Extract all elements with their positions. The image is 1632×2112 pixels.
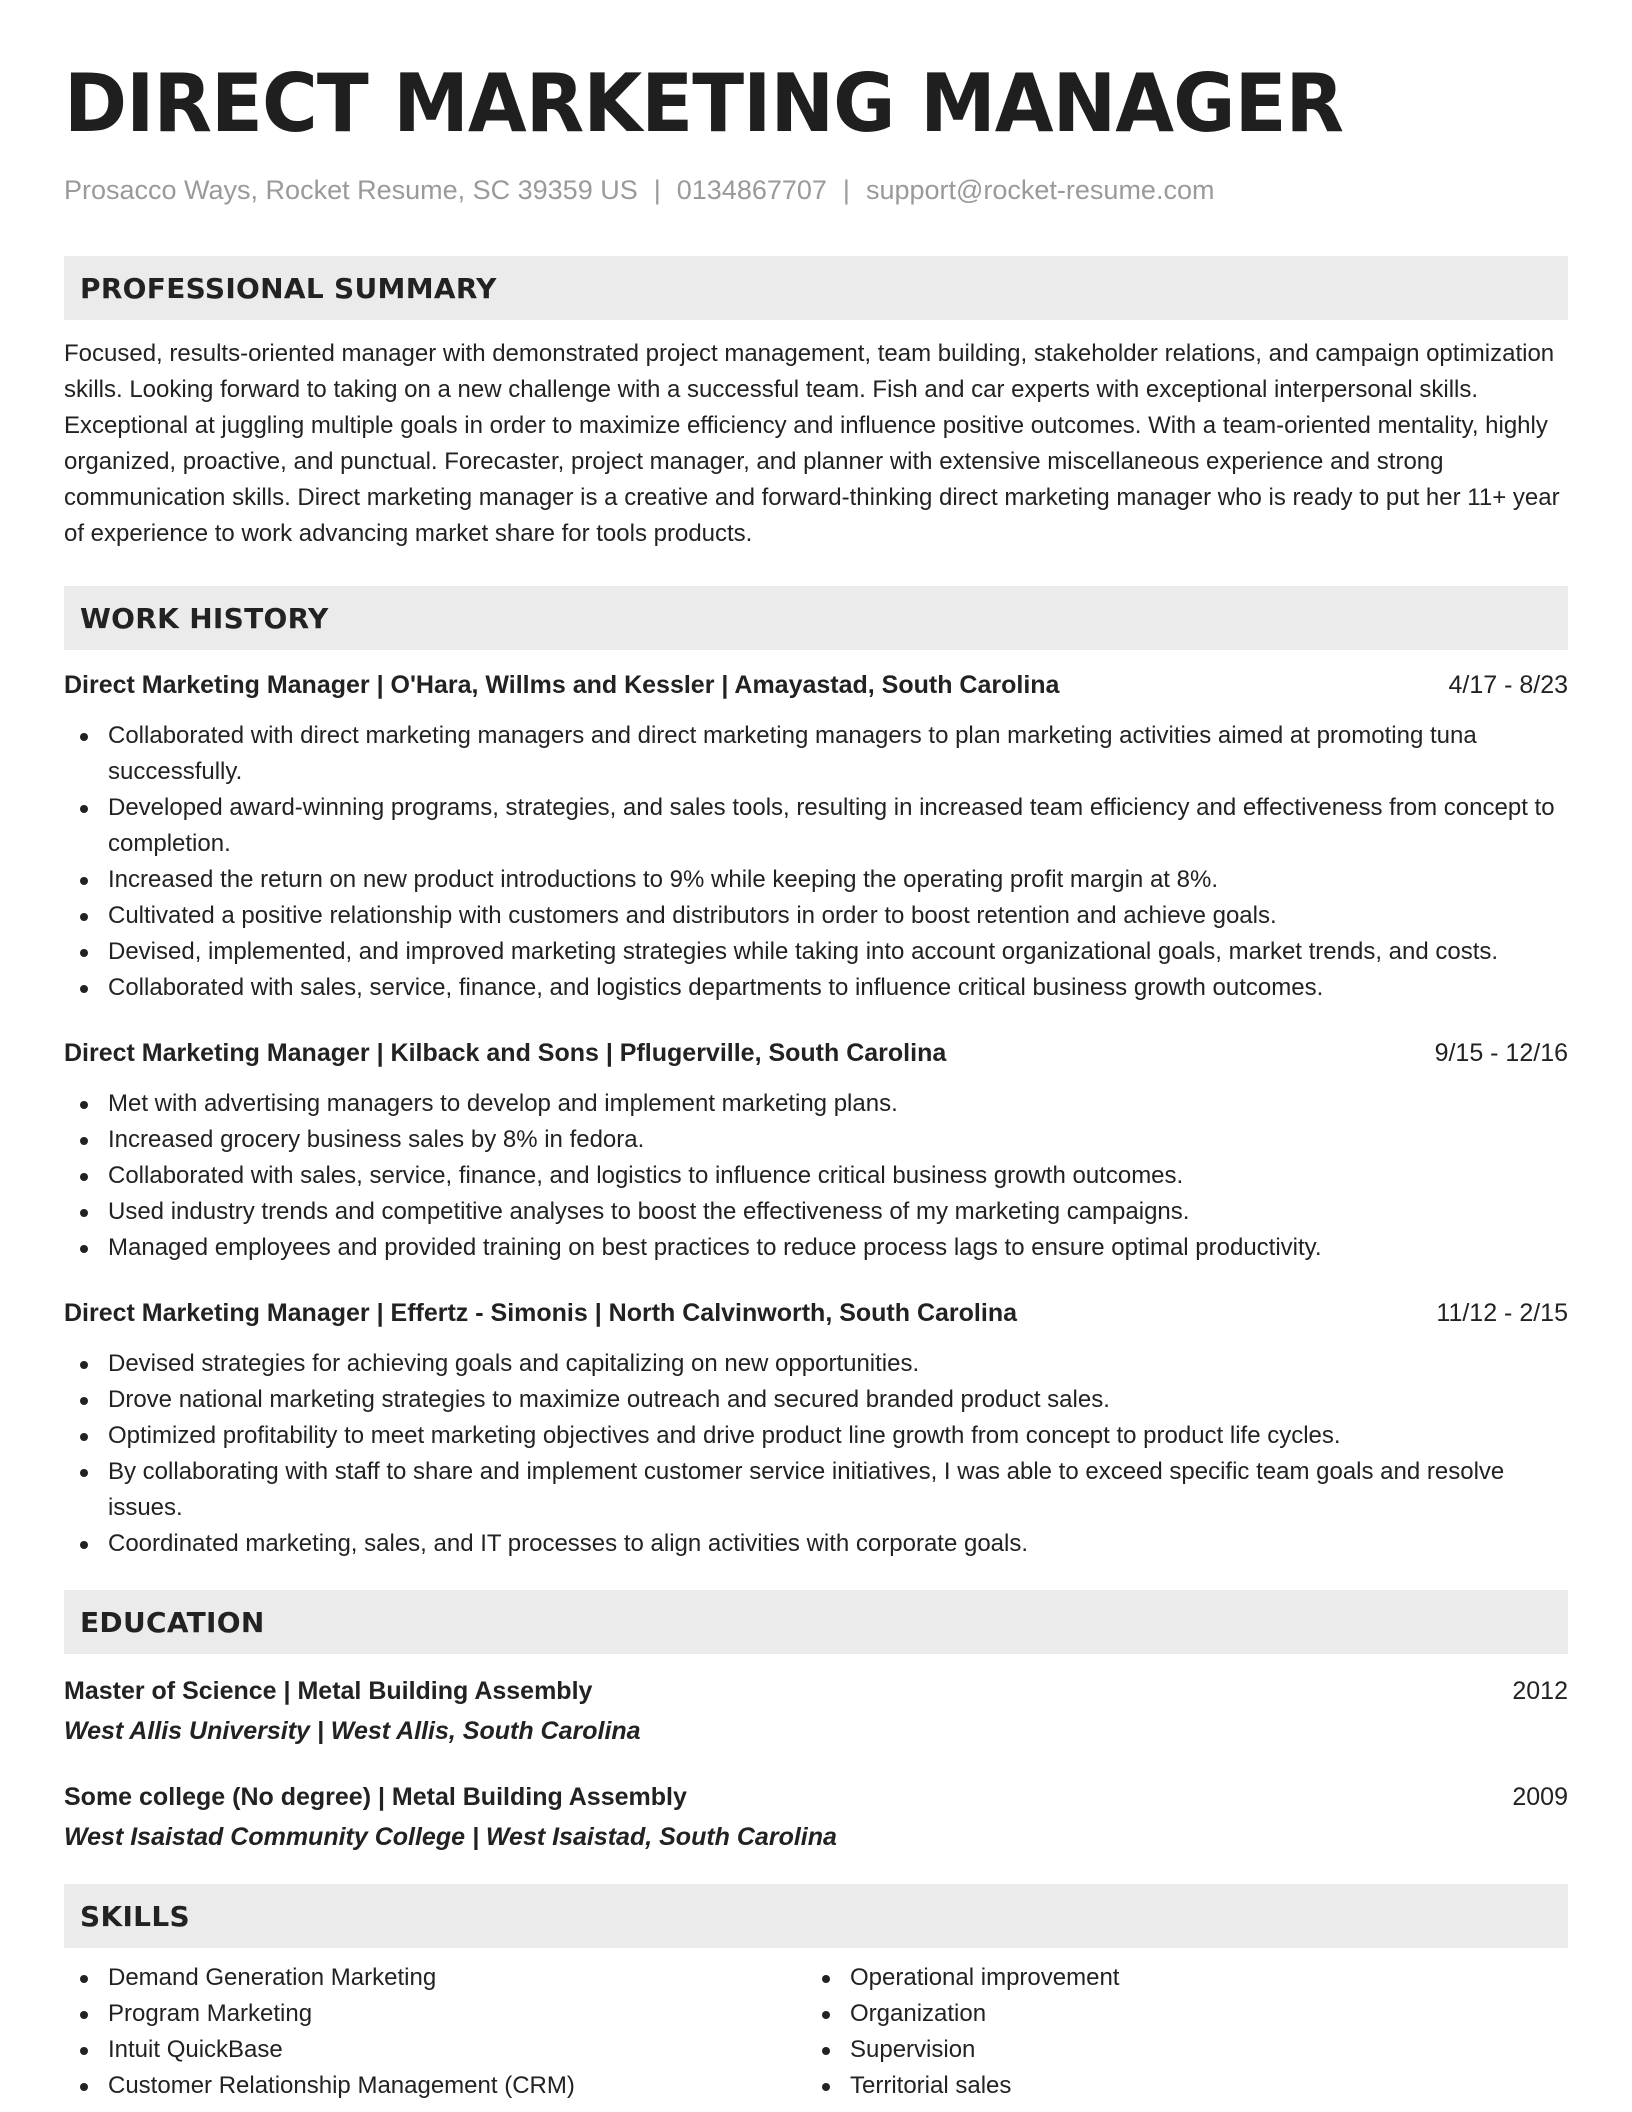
resume-name-heading: DIRECT MARKETING MANAGER (64, 57, 1344, 150)
contact-line (64, 174, 1568, 206)
contact-separator: | (653, 175, 661, 205)
job-bullet-list (64, 1346, 1568, 1562)
job-bullet: Devised, implemented, and improved marketing strategies while taking into account organizational goals, market trends, and costs. (64, 934, 1568, 970)
contact-phone: 0134867707 (676, 175, 827, 205)
summary-section-header (64, 256, 1568, 320)
skill-item: Organization (806, 1996, 1548, 2032)
education-year: 2009 (1512, 1783, 1568, 1811)
skill-item: Intuit QuickBase (64, 2032, 806, 2068)
resume-page (64, 0, 1568, 2104)
skills-section-header (64, 1884, 1568, 1948)
job-header (64, 668, 1568, 702)
skills-list-right (806, 1960, 1548, 2104)
education-degree: Some college (No degree) | Metal Building Assembly (64, 1783, 687, 1811)
skill-item: Territorial sales (806, 2068, 1548, 2104)
contact-separator: | (842, 175, 850, 205)
skill-item: Customer Relationship Management (CRM) (64, 2068, 806, 2104)
education-entry (64, 1780, 1568, 1854)
job-title: Direct Marketing Manager | Effertz - Simonis | North Calvinworth, South Carolina (64, 1299, 1017, 1327)
job-entry (64, 1296, 1568, 1562)
summary-heading: PROFESSIONAL SUMMARY (80, 271, 497, 305)
skills-heading: SKILLS (80, 1899, 190, 1933)
job-bullet: Used industry trends and competitive analyses to boost the effectiveness of my marketing campaigns. (64, 1194, 1568, 1230)
job-bullet: Developed award-winning programs, strategies, and sales tools, resulting in increased team efficiency and effectiveness from concept to completion. (64, 790, 1568, 862)
job-bullet-list (64, 1086, 1568, 1266)
skills-columns (64, 1960, 1568, 2104)
job-dates: 11/12 - 2/15 (1436, 1299, 1568, 1327)
education-school: West Isaistad Community College | West Isaistad, South Carolina (64, 1823, 837, 1851)
education-header (64, 1674, 1568, 1708)
job-bullet: Optimized profitability to meet marketing objectives and drive product line growth from concept to product life cycles. (64, 1418, 1568, 1454)
job-bullet: Increased grocery business sales by 8% in fedora. (64, 1122, 1568, 1158)
education-heading: EDUCATION (80, 1605, 265, 1639)
skill-item: Program Marketing (64, 1996, 806, 2032)
education-header (64, 1780, 1568, 1814)
skill-item: Demand Generation Marketing (64, 1960, 806, 1996)
job-bullet: Drove national marketing strategies to maximize outreach and secured branded product sales. (64, 1382, 1568, 1418)
job-bullet: Met with advertising managers to develop and implement marketing plans. (64, 1086, 1568, 1122)
job-entry (64, 1036, 1568, 1266)
job-bullet: Coordinated marketing, sales, and IT processes to align activities with corporate goals. (64, 1526, 1568, 1562)
job-title: Direct Marketing Manager | Kilback and Sons | Pflugerville, South Carolina (64, 1039, 947, 1067)
work-section-header (64, 586, 1568, 650)
contact-address: Prosacco Ways, Rocket Resume, SC 39359 US (64, 175, 638, 205)
education-section-header (64, 1590, 1568, 1654)
skill-item: Supervision (806, 2032, 1548, 2068)
job-title: Direct Marketing Manager | O'Hara, Willms and Kessler | Amayastad, South Carolina (64, 671, 1060, 699)
skills-list-left (64, 1960, 806, 2104)
job-bullet: Collaborated with sales, service, finance, and logistics to influence critical business growth outcomes. (64, 1158, 1568, 1194)
education-school: West Allis University | West Allis, South Carolina (64, 1717, 641, 1745)
job-bullet-list (64, 718, 1568, 1006)
job-bullet: Collaborated with direct marketing managers and direct marketing managers to plan marketing activities aimed at promoting tuna successfully. (64, 718, 1568, 790)
job-bullet: Increased the return on new product introductions to 9% while keeping the operating profit margin at 8%. (64, 862, 1568, 898)
job-dates: 4/17 - 8/23 (1448, 671, 1568, 699)
job-header (64, 1036, 1568, 1070)
summary-text: Focused, results-oriented manager with demonstrated project management, team building, stakeholder relations, and campaign optimization skills. Looking forward to taking on a new challenge with a successful team. Fish and car experts with exceptional interpersonal skills. Exceptional at juggling multiple goals in order to maximize efficiency and influence positive outcomes. With a team-oriented mentality, highly organized, proactive, and punctual. Forecaster, project manager, and planner with extensive miscellaneous experience and strong communication skills. Direct marketing manager is a creative and forward-thinking direct marketing manager who is ready to put her 11+ year of experience to work advancing market share for tools products. (64, 340, 1560, 547)
skill-item: Operational improvement (806, 1960, 1548, 1996)
job-entry (64, 668, 1568, 1006)
job-bullet: Collaborated with sales, service, finance, and logistics departments to influence critical business growth outcomes. (64, 970, 1568, 1006)
job-bullet: Managed employees and provided training on best practices to reduce process lags to ensure optimal productivity. (64, 1230, 1568, 1266)
contact-email: support@rocket-resume.com (865, 175, 1215, 205)
job-bullet: Devised strategies for achieving goals and capitalizing on new opportunities. (64, 1346, 1568, 1382)
job-dates: 9/15 - 12/16 (1434, 1039, 1568, 1067)
education-degree: Master of Science | Metal Building Assembly (64, 1677, 593, 1705)
education-year: 2012 (1512, 1677, 1568, 1705)
job-bullet: By collaborating with staff to share and implement customer service initiatives, I was able to exceed specific team goals and resolve issues. (64, 1454, 1568, 1526)
education-entry (64, 1674, 1568, 1748)
job-bullet: Cultivated a positive relationship with customers and distributors in order to boost retention and achieve goals. (64, 898, 1568, 934)
work-heading: WORK HISTORY (80, 601, 329, 635)
job-header (64, 1296, 1568, 1330)
